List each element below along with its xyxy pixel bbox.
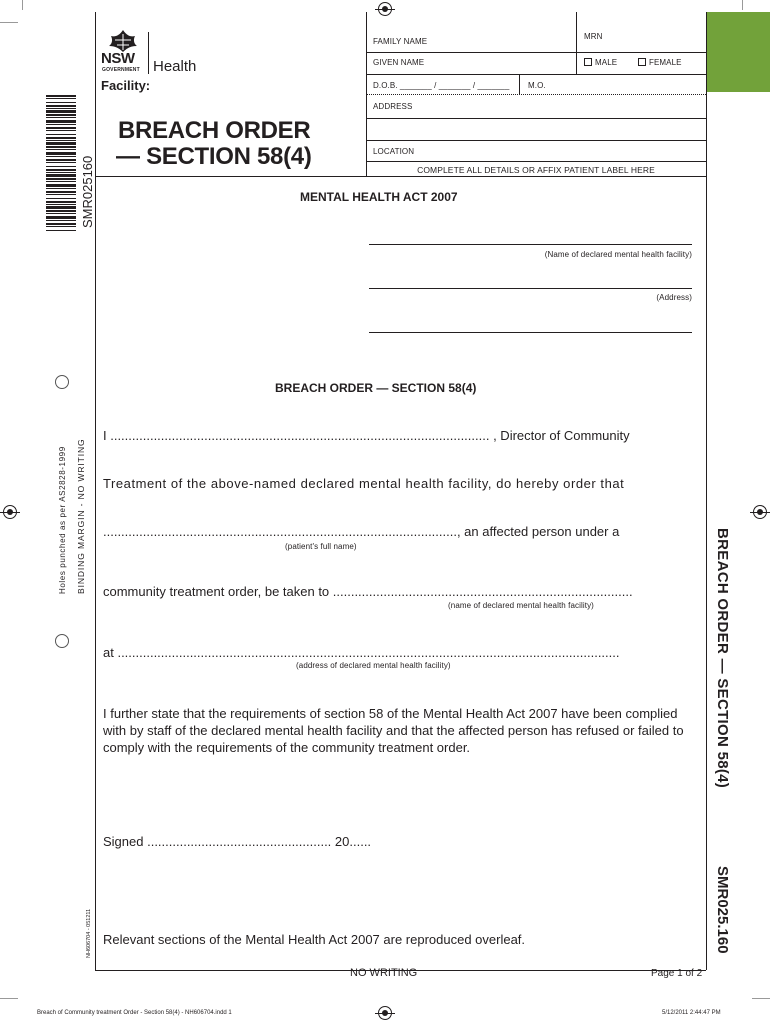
given-name-label: GIVEN NAME <box>373 58 425 67</box>
crop-mark <box>0 998 18 999</box>
nsw-logo <box>101 28 211 76</box>
female-checkbox-box[interactable] <box>638 58 646 66</box>
crop-mark <box>742 0 743 10</box>
female-label: FEMALE <box>649 58 682 67</box>
file-name: Breach of Community treatment Order - Section 58(4) - NH606704.indd 1 <box>37 1010 232 1016</box>
location-label: LOCATION <box>373 147 415 156</box>
mrn-divider <box>576 12 577 74</box>
registration-mark-icon <box>3 505 17 519</box>
patient-label-note: COMPLETE ALL DETAILS OR AFFIX PATIENT LABEL HERE <box>417 165 655 175</box>
relevant-sections-note: Relevant sections of the Mental Health Act 2007 are reproduced overleaf. <box>103 932 526 947</box>
given-name-line <box>366 74 706 75</box>
punch-hole-icon <box>55 375 69 389</box>
health-wordmark: Health <box>153 58 197 75</box>
registration-mark-icon <box>753 505 767 519</box>
compliance-paragraph: I further state that the requirements of section 58 of the Mental Health Act 2007 have been complied with by staff of the declared mental health facility and that the affected person has refused or failed to comply with the requirements of the community treatment order. <box>103 706 684 755</box>
form-title-line2: — SECTION 58(4) <box>116 143 312 170</box>
facility-caption: (name of declared mental health facility) <box>448 601 594 610</box>
crop-mark <box>752 998 770 999</box>
punch-hole-icon <box>55 634 69 648</box>
treatment-line: Treatment of the above-named declared mental health facility, do hereby order that <box>103 476 625 491</box>
logo-divider <box>148 32 149 74</box>
dob-divider <box>519 74 520 94</box>
no-writing-label: NO WRITING <box>350 967 418 979</box>
form-title <box>118 118 312 170</box>
nsw-wordmark: NSW <box>101 50 135 67</box>
at-address-caption: (address of declared mental health facility) <box>296 661 451 670</box>
male-label: MALE <box>595 58 618 67</box>
address-line-2 <box>366 140 706 141</box>
director-line[interactable]: I ......................................................................................................... , Director of Community <box>103 428 630 443</box>
binding-margin-line <box>95 12 96 970</box>
mrn-label: MRN <box>584 32 603 41</box>
act-heading: MENTAL HEALTH ACT 2007 <box>300 190 458 204</box>
male-checkbox[interactable] <box>584 58 617 67</box>
government-label: GOVERNMENT <box>102 67 140 73</box>
mo-label: M.O. <box>528 81 546 90</box>
form-code-vertical: SMR025160 <box>80 155 95 228</box>
dob-line <box>366 94 706 95</box>
print-timestamp: 5/12/2011 2:44:47 PM <box>662 1010 721 1016</box>
facility-label: Facility: <box>101 78 151 93</box>
print-code: NH606704 - 051211 <box>86 908 92 958</box>
address-label: ADDRESS <box>373 102 413 111</box>
address-caption: (Address) <box>656 293 692 302</box>
registration-mark-icon <box>378 2 392 16</box>
address-line-b[interactable] <box>369 332 692 333</box>
form-title-line1: BREACH ORDER <box>118 117 311 144</box>
crop-mark <box>0 22 18 23</box>
address-line-a[interactable] <box>369 288 692 289</box>
green-band <box>706 12 770 92</box>
crop-mark <box>22 0 23 10</box>
side-form-code: SMR025.160 <box>714 866 731 954</box>
community-treatment-line[interactable]: community treatment order, be taken to ................................................................................... <box>103 584 633 599</box>
side-title: BREACH ORDER — SECTION 58(4) <box>714 528 731 789</box>
location-line <box>366 161 706 162</box>
registration-mark-icon <box>378 1006 392 1020</box>
family-name-label: FAMILY NAME <box>373 37 428 46</box>
female-checkbox[interactable] <box>638 58 682 67</box>
family-name-line <box>366 52 706 53</box>
patient-name-line[interactable]: .................................................................................................., an affected person under a <box>103 524 620 539</box>
binding-margin-note: BINDING MARGIN - NO WRITING <box>76 438 86 594</box>
holes-punched-note: Holes punched as per AS2828-1999 <box>58 446 67 594</box>
order-heading: BREACH ORDER — SECTION 58(4) <box>275 381 477 395</box>
at-address-line[interactable]: at ........................................................................................................................................... <box>103 645 620 660</box>
dob-field[interactable]: D.O.B. _______ / _______ / _______ <box>373 81 510 90</box>
facility-name-line[interactable] <box>369 244 692 245</box>
address-line-1 <box>366 118 706 119</box>
barcode-icon <box>46 95 78 235</box>
page-number: Page 1 of 2 <box>651 968 703 979</box>
signed-line[interactable]: Signed ................................................... 20...... <box>103 834 372 849</box>
patient-name-caption: (patient's full name) <box>285 542 357 551</box>
right-margin-line <box>706 12 707 970</box>
male-checkbox-box[interactable] <box>584 58 592 66</box>
header-bottom-line <box>95 176 706 177</box>
facility-name-caption: (Name of declared mental health facility) <box>544 250 692 259</box>
